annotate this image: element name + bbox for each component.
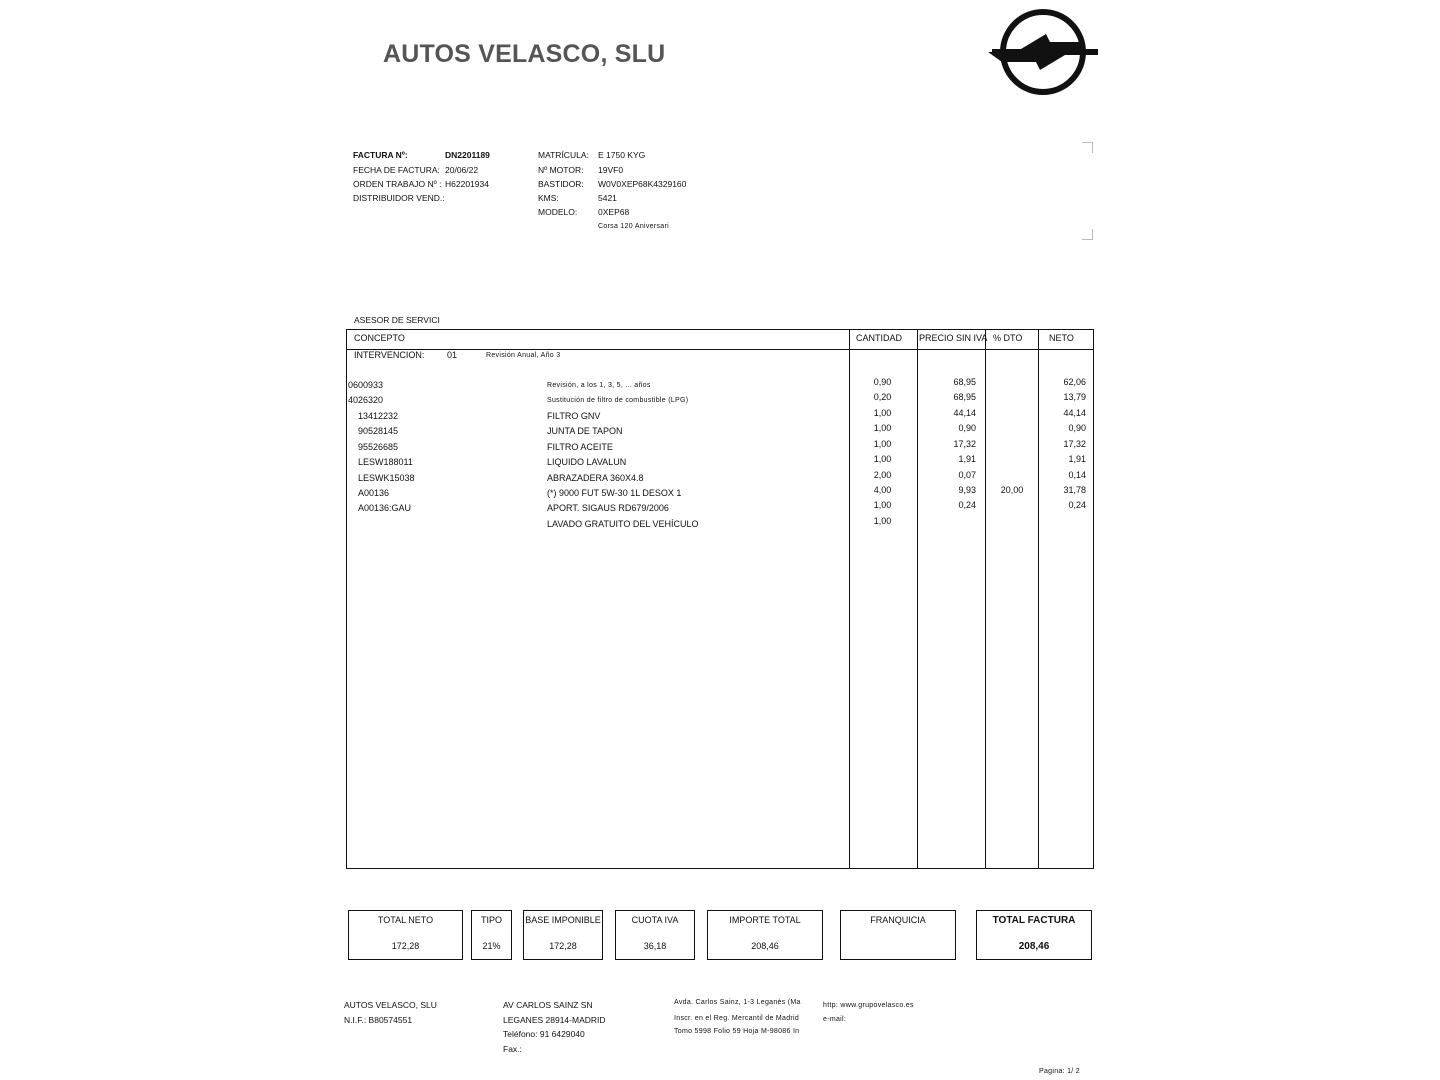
orden-value: H62201934 — [445, 179, 489, 189]
total-neto-box — [348, 910, 463, 960]
motor-label: Nº MOTOR: — [538, 165, 584, 175]
row-desc: JUNTA DE TAPON — [547, 426, 623, 436]
row-neto: 17,32 — [1063, 439, 1086, 449]
row-cantidad: 0,90 — [873, 377, 892, 387]
row-cantidad: 1,00 — [873, 516, 892, 526]
factura-value: DN2201189 — [445, 150, 490, 160]
footer-legal3: Tomo 5998 Folio 59 Hoja M-98086 In — [674, 1028, 800, 1035]
footer-address1: AV CARLOS SAINZ SN — [503, 1000, 593, 1010]
row-code: A00136:GAU — [358, 503, 412, 513]
cuota-label: CUOTA IVA — [631, 915, 679, 925]
row-neto: 13,79 — [1063, 392, 1086, 402]
row-code: LESW188011 — [358, 457, 413, 467]
kms-label: KMS: — [538, 193, 559, 203]
cuota-value: 36,18 — [643, 941, 667, 951]
footer-http: http: www.grupovelasco.es — [823, 1002, 914, 1009]
row-desc: (*) 9000 FUT 5W-30 1L DESOX 1 — [547, 488, 682, 498]
row-desc: APORT. SIGAUS RD679/2006 — [547, 503, 669, 513]
row-desc: FILTRO GNV — [547, 411, 601, 421]
row-desc: LIQUIDO LAVALUN — [547, 457, 627, 467]
base-label: BASE IMPONIBLE — [525, 915, 601, 925]
total-neto-label: TOTAL NETO — [377, 915, 434, 925]
bastidor-label: BASTIDOR: — [538, 179, 584, 189]
table-header — [347, 333, 1093, 347]
modelo-label: MODELO: — [538, 207, 578, 217]
orden-label: ORDEN TRABAJO Nº : — [353, 179, 442, 189]
importe-box — [707, 910, 823, 960]
row-code: 90528145 — [358, 426, 399, 436]
row-precio: 1,91 — [958, 454, 976, 464]
row-dto: 20,00 — [1000, 485, 1024, 495]
row-neto: 62,06 — [1063, 377, 1086, 387]
row-cantidad: 1,00 — [873, 408, 892, 418]
tipo-box — [471, 910, 512, 960]
row-desc: Sustitución de filtro de combustible (LPG) — [547, 397, 689, 404]
footer-email: e-mail: — [823, 1016, 847, 1023]
header-neto: NETO — [1049, 333, 1074, 343]
row-code: A00136 — [358, 488, 390, 498]
footer-fax: Fax.: — [503, 1044, 522, 1054]
row-neto: 1,91 — [1068, 454, 1086, 464]
page-number: Pagina: 1/ 2 — [1039, 1068, 1080, 1075]
row-code: LESWK15038 — [358, 473, 415, 483]
row-cantidad: 1,00 — [873, 423, 892, 433]
tipo-label: TIPO — [480, 915, 502, 925]
company-name: AUTOS VELASCO, SLU — [383, 40, 666, 68]
row-precio: 44,14 — [953, 408, 976, 418]
cuota-box — [615, 910, 695, 960]
row-neto: 0,90 — [1068, 423, 1086, 433]
factura-label: FACTURA Nº: — [353, 150, 408, 160]
table-row — [347, 392, 1093, 409]
row-code: 13412232 — [358, 411, 399, 421]
footer-nif: N.I.F.: B80574551 — [344, 1015, 413, 1025]
fecha-value: 20/06/22 — [445, 165, 479, 175]
row-cantidad: 0,20 — [873, 392, 892, 402]
row-precio: 0,07 — [958, 470, 976, 480]
row-precio: 68,95 — [953, 392, 976, 402]
header-concepto: CONCEPTO — [354, 333, 405, 343]
matricula-label: MATRÍCULA: — [538, 150, 589, 160]
bastidor-value: W0V0XEP68K4329160 — [598, 179, 687, 189]
row-desc: LAVADO GRATUITO DEL VEHÍCULO — [547, 519, 699, 529]
header-dto: % DTO — [993, 333, 1023, 343]
modelo-value: 0XEP68 — [598, 207, 630, 217]
intervencion-label: INTERVENCION: — [354, 350, 425, 360]
table-row — [347, 423, 1093, 440]
row-precio: 0,90 — [958, 423, 976, 433]
intervencion-row — [347, 350, 1093, 364]
base-value: 172,28 — [549, 941, 577, 951]
distribuidor-label: DISTRIBUIDOR VEND.: — [353, 193, 445, 203]
footer-address2: LEGANES 28914-MADRID — [503, 1015, 606, 1025]
row-desc: FILTRO ACEITE — [547, 442, 613, 452]
kms-value: 5421 — [598, 193, 617, 203]
franquicia-label: FRANQUICIA — [870, 915, 926, 925]
row-code: 95526685 — [358, 442, 399, 452]
row-cantidad: 1,00 — [873, 454, 892, 464]
corner-mark — [1082, 229, 1093, 240]
table-row — [347, 516, 1093, 533]
intervencion-desc: Revisión Anual, Año 3 — [486, 352, 561, 359]
row-desc: Revisión, a los 1, 3, 5, ... años — [547, 382, 651, 389]
matricula-value: E 1750 KYG — [598, 150, 646, 160]
footer-legal1: Avda. Carlos Sainz, 1-3 Leganés (Ma — [674, 999, 801, 1006]
row-precio: 0,24 — [958, 500, 976, 510]
row-precio: 17,32 — [953, 439, 976, 449]
row-cantidad: 1,00 — [873, 500, 892, 510]
row-code: 0600933 — [348, 380, 384, 390]
intervencion-num: 01 — [447, 350, 458, 360]
header-cantidad: CANTIDAD — [856, 333, 903, 343]
row-neto: 44,14 — [1063, 408, 1086, 418]
row-neto: 0,24 — [1068, 500, 1086, 510]
row-neto: 0,14 — [1068, 470, 1086, 480]
total-factura-box — [976, 910, 1092, 960]
base-box — [523, 910, 603, 960]
importe-value: 208,46 — [751, 941, 779, 951]
modelo-desc: Corsa 120 Aniversari — [598, 223, 669, 230]
fecha-label: FECHA DE FACTURA: — [353, 165, 440, 175]
row-cantidad: 1,00 — [873, 439, 892, 449]
row-cantidad: 2,00 — [873, 470, 892, 480]
row-neto: 31,78 — [1063, 485, 1086, 495]
total-factura-label: TOTAL FACTURA — [992, 915, 1076, 926]
footer-company: AUTOS VELASCO, SLU — [344, 1000, 437, 1010]
motor-value: 19VF0 — [598, 165, 624, 175]
tipo-value: 21% — [482, 941, 501, 951]
footer-telefono: Teléfono: 91 6429040 — [503, 1029, 585, 1039]
row-cantidad: 4,00 — [873, 485, 892, 495]
footer-legal2: Inscr. en el Reg. Mercantil de Madrid — [674, 1015, 800, 1022]
franquicia-box — [840, 910, 956, 960]
opel-logo — [986, 6, 1100, 98]
row-code: 4026320 — [348, 395, 384, 405]
items-table — [346, 329, 1094, 869]
corner-mark — [1082, 142, 1093, 153]
table-row — [347, 454, 1093, 471]
row-precio: 68,95 — [953, 377, 976, 387]
total-neto-value: 172,28 — [391, 941, 420, 951]
table-row — [347, 500, 1093, 517]
total-factura-value: 208,46 — [1018, 941, 1050, 952]
row-desc: ABRAZADERA 360X4.8 — [547, 473, 644, 483]
header-precio: PRECIO SIN IVA — [919, 333, 988, 343]
importe-label: IMPORTE TOTAL — [729, 915, 801, 925]
row-precio: 9,93 — [958, 485, 976, 495]
asesor-label: ASESOR DE SERVICI — [354, 315, 440, 325]
